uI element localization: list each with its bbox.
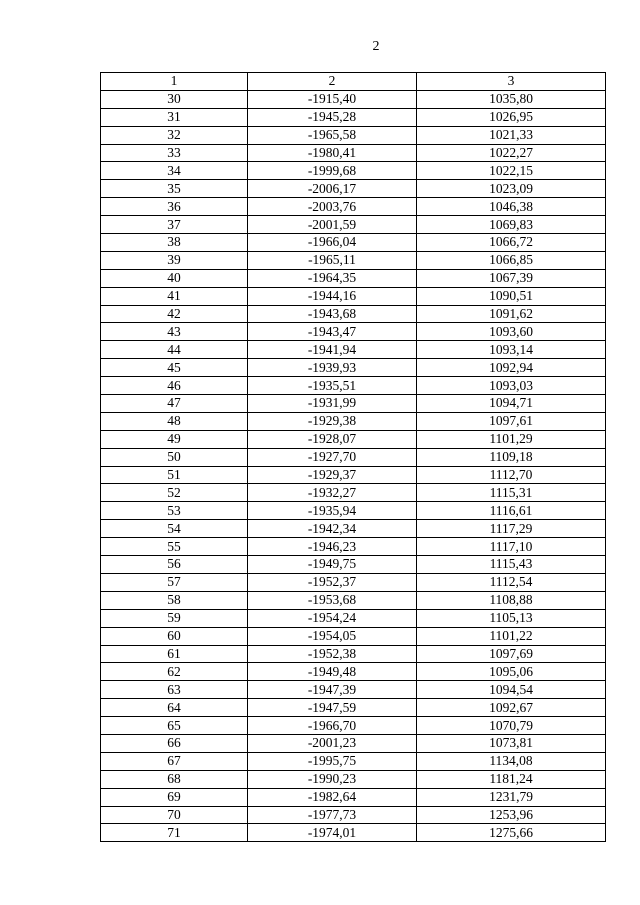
point-number-cell: 46 bbox=[101, 377, 248, 395]
table-row bbox=[101, 216, 606, 234]
table-row bbox=[101, 448, 606, 466]
table-row bbox=[101, 412, 606, 430]
x-coordinate-cell: -1944,16 bbox=[248, 287, 417, 305]
x-coordinate-cell: -1928,07 bbox=[248, 430, 417, 448]
y-coordinate-cell: 1105,13 bbox=[417, 609, 606, 627]
y-coordinate-cell: 1093,14 bbox=[417, 341, 606, 359]
point-number-cell: 62 bbox=[101, 663, 248, 681]
y-coordinate-cell: 1093,03 bbox=[417, 377, 606, 395]
point-number-cell: 56 bbox=[101, 556, 248, 574]
y-coordinate-cell: 1097,69 bbox=[417, 645, 606, 663]
table-row bbox=[101, 108, 606, 126]
y-coordinate-cell: 1091,62 bbox=[417, 305, 606, 323]
x-coordinate-cell: -1952,37 bbox=[248, 573, 417, 591]
table-row bbox=[101, 627, 606, 645]
y-coordinate-cell: 1116,61 bbox=[417, 502, 606, 520]
y-coordinate-cell: 1117,10 bbox=[417, 538, 606, 556]
point-number-cell: 52 bbox=[101, 484, 248, 502]
point-number-cell: 58 bbox=[101, 591, 248, 609]
y-coordinate-cell: 1275,66 bbox=[417, 824, 606, 842]
y-coordinate-cell: 1069,83 bbox=[417, 216, 606, 234]
x-coordinate-cell: -1965,11 bbox=[248, 251, 417, 269]
table-row bbox=[101, 681, 606, 699]
table-row bbox=[101, 663, 606, 681]
y-coordinate-cell: 1115,31 bbox=[417, 484, 606, 502]
x-coordinate-cell: -1943,47 bbox=[248, 323, 417, 341]
table-row bbox=[101, 162, 606, 180]
x-coordinate-cell: -1935,94 bbox=[248, 502, 417, 520]
x-coordinate-cell: -1947,39 bbox=[248, 681, 417, 699]
x-coordinate-cell: -1929,37 bbox=[248, 466, 417, 484]
x-coordinate-cell: -1995,75 bbox=[248, 752, 417, 770]
point-number-cell: 45 bbox=[101, 359, 248, 377]
point-number-cell: 57 bbox=[101, 573, 248, 591]
y-coordinate-cell: 1108,88 bbox=[417, 591, 606, 609]
y-coordinate-cell: 1231,79 bbox=[417, 788, 606, 806]
table-row bbox=[101, 788, 606, 806]
point-number-cell: 30 bbox=[101, 90, 248, 108]
x-coordinate-cell: -2001,59 bbox=[248, 216, 417, 234]
y-coordinate-cell: 1066,72 bbox=[417, 234, 606, 252]
coordinates-table bbox=[100, 72, 606, 842]
point-number-cell: 61 bbox=[101, 645, 248, 663]
x-coordinate-cell: -1980,41 bbox=[248, 144, 417, 162]
point-number-cell: 67 bbox=[101, 752, 248, 770]
point-number-cell: 44 bbox=[101, 341, 248, 359]
y-coordinate-cell: 1035,80 bbox=[417, 90, 606, 108]
y-coordinate-cell: 1066,85 bbox=[417, 251, 606, 269]
table-row bbox=[101, 538, 606, 556]
table-row bbox=[101, 591, 606, 609]
y-coordinate-cell: 1134,08 bbox=[417, 752, 606, 770]
x-coordinate-cell: -1929,38 bbox=[248, 412, 417, 430]
y-coordinate-cell: 1070,79 bbox=[417, 717, 606, 735]
point-number-cell: 39 bbox=[101, 251, 248, 269]
table-row bbox=[101, 287, 606, 305]
point-number-cell: 42 bbox=[101, 305, 248, 323]
x-coordinate-cell: -1990,23 bbox=[248, 770, 417, 788]
y-coordinate-cell: 1253,96 bbox=[417, 806, 606, 824]
table-row bbox=[101, 234, 606, 252]
x-coordinate-cell: -1966,04 bbox=[248, 234, 417, 252]
point-number-cell: 71 bbox=[101, 824, 248, 842]
y-coordinate-cell: 1101,22 bbox=[417, 627, 606, 645]
point-number-cell: 68 bbox=[101, 770, 248, 788]
y-coordinate-cell: 1112,54 bbox=[417, 573, 606, 591]
x-coordinate-cell: -1952,38 bbox=[248, 645, 417, 663]
table-row bbox=[101, 520, 606, 538]
y-coordinate-cell: 1073,81 bbox=[417, 734, 606, 752]
table-row bbox=[101, 430, 606, 448]
x-coordinate-cell: -1953,68 bbox=[248, 591, 417, 609]
x-coordinate-cell: -1954,24 bbox=[248, 609, 417, 627]
page-number: 2 bbox=[372, 39, 380, 54]
point-number-cell: 59 bbox=[101, 609, 248, 627]
table-row bbox=[101, 269, 606, 287]
table-row bbox=[101, 144, 606, 162]
point-number-cell: 31 bbox=[101, 108, 248, 126]
point-number-cell: 35 bbox=[101, 180, 248, 198]
y-coordinate-cell: 1117,29 bbox=[417, 520, 606, 538]
point-number-cell: 70 bbox=[101, 806, 248, 824]
y-coordinate-cell: 1181,24 bbox=[417, 770, 606, 788]
point-number-cell: 40 bbox=[101, 269, 248, 287]
table-row bbox=[101, 126, 606, 144]
x-coordinate-cell: -1932,27 bbox=[248, 484, 417, 502]
y-coordinate-cell: 1094,54 bbox=[417, 681, 606, 699]
column-header-1: 1 bbox=[101, 73, 248, 91]
table-row bbox=[101, 806, 606, 824]
table-row bbox=[101, 198, 606, 216]
point-number-cell: 60 bbox=[101, 627, 248, 645]
point-number-cell: 41 bbox=[101, 287, 248, 305]
table-row bbox=[101, 180, 606, 198]
table-row bbox=[101, 824, 606, 842]
table-row bbox=[101, 556, 606, 574]
point-number-cell: 36 bbox=[101, 198, 248, 216]
point-number-cell: 48 bbox=[101, 412, 248, 430]
table-row bbox=[101, 752, 606, 770]
point-number-cell: 55 bbox=[101, 538, 248, 556]
table-row bbox=[101, 484, 606, 502]
table-row bbox=[101, 395, 606, 413]
table-header-row bbox=[101, 73, 606, 91]
table-row bbox=[101, 609, 606, 627]
x-coordinate-cell: -1927,70 bbox=[248, 448, 417, 466]
table-body bbox=[101, 90, 606, 841]
table-row bbox=[101, 734, 606, 752]
point-number-cell: 37 bbox=[101, 216, 248, 234]
point-number-cell: 38 bbox=[101, 234, 248, 252]
point-number-cell: 33 bbox=[101, 144, 248, 162]
point-number-cell: 66 bbox=[101, 734, 248, 752]
y-coordinate-cell: 1022,27 bbox=[417, 144, 606, 162]
x-coordinate-cell: -1982,64 bbox=[248, 788, 417, 806]
x-coordinate-cell: -1939,93 bbox=[248, 359, 417, 377]
point-number-cell: 54 bbox=[101, 520, 248, 538]
table-row bbox=[101, 90, 606, 108]
table-row bbox=[101, 699, 606, 717]
y-coordinate-cell: 1101,29 bbox=[417, 430, 606, 448]
point-number-cell: 34 bbox=[101, 162, 248, 180]
x-coordinate-cell: -1974,01 bbox=[248, 824, 417, 842]
table-row bbox=[101, 717, 606, 735]
x-coordinate-cell: -2006,17 bbox=[248, 180, 417, 198]
x-coordinate-cell: -1964,35 bbox=[248, 269, 417, 287]
x-coordinate-cell: -1942,34 bbox=[248, 520, 417, 538]
y-coordinate-cell: 1115,43 bbox=[417, 556, 606, 574]
point-number-cell: 49 bbox=[101, 430, 248, 448]
x-coordinate-cell: -1931,99 bbox=[248, 395, 417, 413]
x-coordinate-cell: -1949,48 bbox=[248, 663, 417, 681]
y-coordinate-cell: 1026,95 bbox=[417, 108, 606, 126]
y-coordinate-cell: 1097,61 bbox=[417, 412, 606, 430]
point-number-cell: 69 bbox=[101, 788, 248, 806]
x-coordinate-cell: -1915,40 bbox=[248, 90, 417, 108]
x-coordinate-cell: -1977,73 bbox=[248, 806, 417, 824]
y-coordinate-cell: 1093,60 bbox=[417, 323, 606, 341]
y-coordinate-cell: 1067,39 bbox=[417, 269, 606, 287]
y-coordinate-cell: 1092,67 bbox=[417, 699, 606, 717]
column-header-2: 2 bbox=[248, 73, 417, 91]
table-row bbox=[101, 377, 606, 395]
x-coordinate-cell: -2003,76 bbox=[248, 198, 417, 216]
y-coordinate-cell: 1022,15 bbox=[417, 162, 606, 180]
y-coordinate-cell: 1095,06 bbox=[417, 663, 606, 681]
y-coordinate-cell: 1092,94 bbox=[417, 359, 606, 377]
point-number-cell: 51 bbox=[101, 466, 248, 484]
y-coordinate-cell: 1094,71 bbox=[417, 395, 606, 413]
y-coordinate-cell: 1109,18 bbox=[417, 448, 606, 466]
x-coordinate-cell: -1965,58 bbox=[248, 126, 417, 144]
x-coordinate-cell: -1945,28 bbox=[248, 108, 417, 126]
table-row bbox=[101, 359, 606, 377]
x-coordinate-cell: -1949,75 bbox=[248, 556, 417, 574]
table-row bbox=[101, 573, 606, 591]
y-coordinate-cell: 1112,70 bbox=[417, 466, 606, 484]
point-number-cell: 47 bbox=[101, 395, 248, 413]
point-number-cell: 50 bbox=[101, 448, 248, 466]
x-coordinate-cell: -2001,23 bbox=[248, 734, 417, 752]
table-row bbox=[101, 323, 606, 341]
point-number-cell: 43 bbox=[101, 323, 248, 341]
x-coordinate-cell: -1966,70 bbox=[248, 717, 417, 735]
point-number-cell: 65 bbox=[101, 717, 248, 735]
table-row bbox=[101, 770, 606, 788]
point-number-cell: 53 bbox=[101, 502, 248, 520]
y-coordinate-cell: 1046,38 bbox=[417, 198, 606, 216]
x-coordinate-cell: -1954,05 bbox=[248, 627, 417, 645]
x-coordinate-cell: -1941,94 bbox=[248, 341, 417, 359]
table-row bbox=[101, 251, 606, 269]
y-coordinate-cell: 1021,33 bbox=[417, 126, 606, 144]
x-coordinate-cell: -1999,68 bbox=[248, 162, 417, 180]
y-coordinate-cell: 1023,09 bbox=[417, 180, 606, 198]
x-coordinate-cell: -1943,68 bbox=[248, 305, 417, 323]
point-number-cell: 64 bbox=[101, 699, 248, 717]
y-coordinate-cell: 1090,51 bbox=[417, 287, 606, 305]
table-row bbox=[101, 341, 606, 359]
table-row bbox=[101, 466, 606, 484]
table-row bbox=[101, 502, 606, 520]
x-coordinate-cell: -1935,51 bbox=[248, 377, 417, 395]
table-row bbox=[101, 305, 606, 323]
x-coordinate-cell: -1947,59 bbox=[248, 699, 417, 717]
point-number-cell: 63 bbox=[101, 681, 248, 699]
column-header-3: 3 bbox=[417, 73, 606, 91]
table-row bbox=[101, 645, 606, 663]
point-number-cell: 32 bbox=[101, 126, 248, 144]
x-coordinate-cell: -1946,23 bbox=[248, 538, 417, 556]
